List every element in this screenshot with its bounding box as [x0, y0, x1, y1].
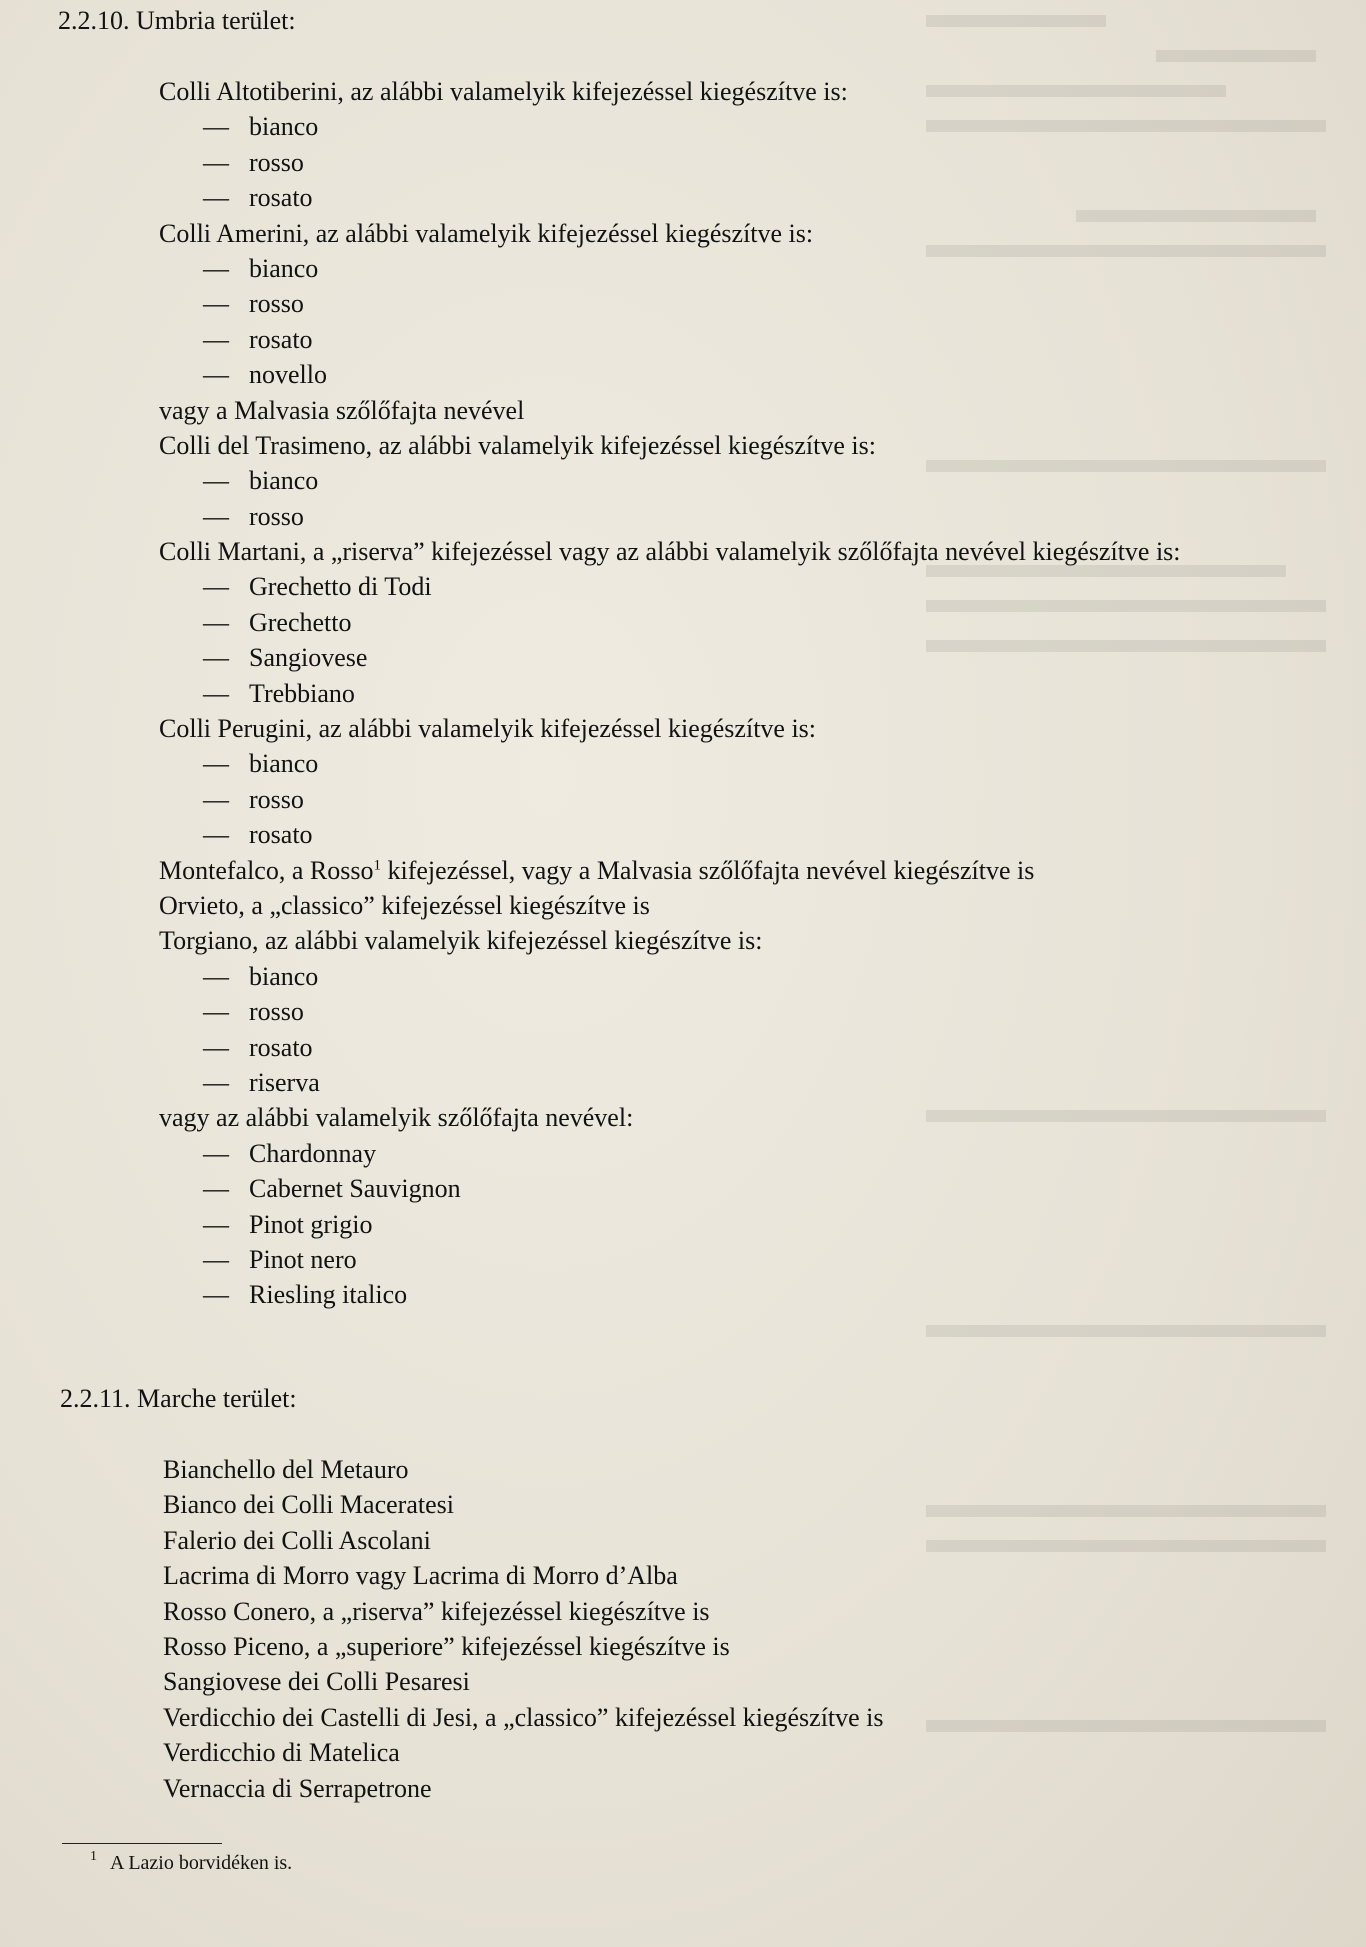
footnote-text: A Lazio borvidéken is.	[110, 1852, 293, 1874]
subitem-text: rosato	[249, 820, 313, 850]
list-item	[163, 1558, 884, 1593]
subitem-text: rosato	[249, 183, 313, 213]
dash-bullet: —	[203, 643, 229, 673]
list-subitem	[159, 357, 1181, 392]
item-text: Verdicchio di Matelica	[163, 1738, 400, 1768]
list-subitem	[159, 640, 1181, 675]
subitem-text: bianco	[249, 961, 319, 991]
item-text: Montefalco, a Rosso	[159, 855, 374, 885]
list-subitem	[159, 499, 1181, 534]
list-subitem	[159, 1242, 1181, 1277]
dash-bullet: —	[203, 183, 229, 213]
list-subitem	[159, 994, 1181, 1029]
list-subitem	[159, 959, 1181, 994]
list-item	[163, 1629, 884, 1664]
footnote-reference: 1	[373, 856, 381, 873]
item-text: Sangiovese dei Colli Pesaresi	[163, 1667, 470, 1697]
list-subitem	[159, 145, 1181, 180]
item-text: Orvieto, a „classico” kifejezéssel kiegészítve is	[159, 890, 650, 920]
item-text: Torgiano, az alábbi valamelyik kifejezéssel kiegészítve is:	[159, 926, 763, 956]
item-text: Bianchello del Metauro	[163, 1455, 409, 1484]
item-text: Colli Martani, a „riserva” kifejezéssel vagy az alábbi valamelyik szőlőfajta nevével kiegészítve is:	[159, 537, 1181, 567]
list-subitem	[159, 251, 1181, 286]
item-text: Verdicchio dei Castelli di Jesi, a „classico” kifejezéssel kiegészítve is	[163, 1702, 884, 1732]
item-text: Lacrima di Morro vagy Lacrima di Morro d’Alba	[163, 1561, 678, 1591]
dash-bullet: —	[203, 1209, 229, 1239]
list-item	[159, 393, 1181, 428]
list-item	[159, 888, 1181, 923]
item-text: Colli Altotiberini, az alábbi valamelyik kifejezéssel kiegészítve is:	[159, 77, 848, 106]
item-text: Bianco dei Colli Maceratesi	[163, 1490, 454, 1520]
subitem-text: rosso	[249, 501, 304, 531]
list-item	[159, 216, 1181, 251]
dash-bullet: —	[203, 147, 229, 177]
subitem-text: Sangiovese	[249, 643, 368, 673]
dash-bullet: —	[203, 466, 229, 496]
subitem-text: Trebbiano	[249, 678, 355, 708]
list-subitem	[159, 1171, 1181, 1206]
dash-bullet: —	[203, 607, 229, 637]
subitem-text: bianco	[249, 112, 319, 142]
list-item	[159, 853, 1181, 888]
umbria-wine-list	[159, 74, 1181, 1313]
dash-bullet: —	[203, 501, 229, 531]
dash-bullet: —	[203, 289, 229, 319]
list-subitem	[159, 605, 1181, 640]
dash-bullet: —	[203, 678, 229, 708]
dash-bullet: —	[203, 112, 229, 142]
list-item	[159, 923, 1181, 958]
dash-bullet: —	[203, 784, 229, 814]
dash-bullet: —	[203, 1280, 229, 1310]
list-item	[163, 1735, 884, 1770]
dash-bullet: —	[203, 749, 229, 779]
section-heading-marche: 2.2.11. Marche terület:	[60, 1384, 297, 1413]
item-text: vagy az alábbi valamelyik szőlőfajta nevével:	[159, 1103, 634, 1133]
item-text-continued: kifejezéssel, vagy a Malvasia szőlőfajta nevével kiegészítve is	[380, 855, 1035, 885]
footnote-rule	[62, 1843, 222, 1844]
dash-bullet: —	[203, 961, 229, 991]
subitem-text: Grechetto	[249, 607, 352, 637]
list-item	[159, 711, 1181, 746]
marche-wine-list	[163, 1452, 884, 1806]
list-item	[159, 74, 1181, 109]
list-item	[163, 1452, 884, 1487]
list-item	[163, 1487, 884, 1522]
list-subitem	[159, 782, 1181, 817]
list-subitem	[159, 322, 1181, 357]
dash-bullet: —	[203, 1032, 229, 1062]
subitem-text: rosso	[249, 784, 304, 814]
subitem-text: Pinot nero	[249, 1244, 357, 1274]
item-text: Rosso Piceno, a „superiore” kifejezéssel kiegészítve is	[163, 1631, 730, 1661]
item-text: vagy a Malvasia szőlőfajta nevével	[159, 395, 525, 425]
subitem-text: Chardonnay	[249, 1138, 377, 1168]
item-text: Colli del Trasimeno, az alábbi valamelyik kifejezéssel kiegészítve is:	[159, 430, 876, 460]
dash-bullet: —	[203, 1244, 229, 1274]
list-subitem	[159, 1136, 1181, 1171]
item-text: Vernaccia di Serrapetrone	[163, 1773, 432, 1803]
dash-bullet: —	[203, 1138, 229, 1168]
list-item	[163, 1771, 884, 1806]
item-text: Rosso Conero, a „riserva” kifejezéssel kiegészítve is	[163, 1596, 710, 1626]
list-subitem	[159, 286, 1181, 321]
subitem-text: Grechetto di Todi	[249, 572, 432, 602]
list-subitem	[159, 109, 1181, 144]
list-subitem	[159, 1207, 1181, 1242]
dash-bullet: —	[203, 1174, 229, 1204]
footnote-number: 1	[90, 1849, 97, 1864]
list-subitem	[159, 1030, 1181, 1065]
list-subitem	[159, 817, 1181, 852]
dash-bullet: —	[203, 997, 229, 1027]
subitem-text: rosso	[249, 147, 304, 177]
list-subitem	[159, 746, 1181, 781]
footnote	[90, 1849, 293, 1876]
subitem-text: bianco	[249, 466, 319, 496]
dash-bullet: —	[203, 820, 229, 850]
list-subitem	[159, 180, 1181, 215]
section-heading-umbria: 2.2.10. Umbria terület:	[58, 6, 296, 35]
dash-bullet: —	[203, 1067, 229, 1097]
subitem-text: Pinot grigio	[249, 1209, 373, 1239]
list-subitem	[159, 1277, 1181, 1312]
subitem-text: bianco	[249, 253, 319, 283]
subitem-text: Cabernet Sauvignon	[249, 1174, 461, 1204]
dash-bullet: —	[203, 360, 229, 390]
subitem-text: rosso	[249, 289, 304, 319]
list-subitem	[159, 463, 1181, 498]
item-text: Falerio dei Colli Ascolani	[163, 1525, 431, 1555]
list-item	[159, 534, 1181, 569]
subitem-text: bianco	[249, 749, 319, 779]
item-text: Colli Amerini, az alábbi valamelyik kifejezéssel kiegészítve is:	[159, 218, 814, 248]
list-subitem	[159, 1065, 1181, 1100]
list-item	[163, 1700, 884, 1735]
dash-bullet: —	[203, 253, 229, 283]
list-subitem	[159, 569, 1181, 604]
list-item	[159, 428, 1181, 463]
subitem-text: riserva	[249, 1067, 320, 1097]
dash-bullet: —	[203, 572, 229, 602]
list-item	[159, 1100, 1181, 1135]
subitem-text: rosso	[249, 997, 304, 1027]
list-item	[163, 1594, 884, 1629]
subitem-text: rosato	[249, 324, 313, 354]
list-item	[163, 1523, 884, 1558]
dash-bullet: —	[203, 324, 229, 354]
list-subitem	[159, 676, 1181, 711]
subitem-text: novello	[249, 360, 327, 390]
list-item	[163, 1664, 884, 1699]
subitem-text: rosato	[249, 1032, 313, 1062]
item-text: Colli Perugini, az alábbi valamelyik kifejezéssel kiegészítve is:	[159, 714, 817, 744]
subitem-text: Riesling italico	[249, 1280, 408, 1310]
